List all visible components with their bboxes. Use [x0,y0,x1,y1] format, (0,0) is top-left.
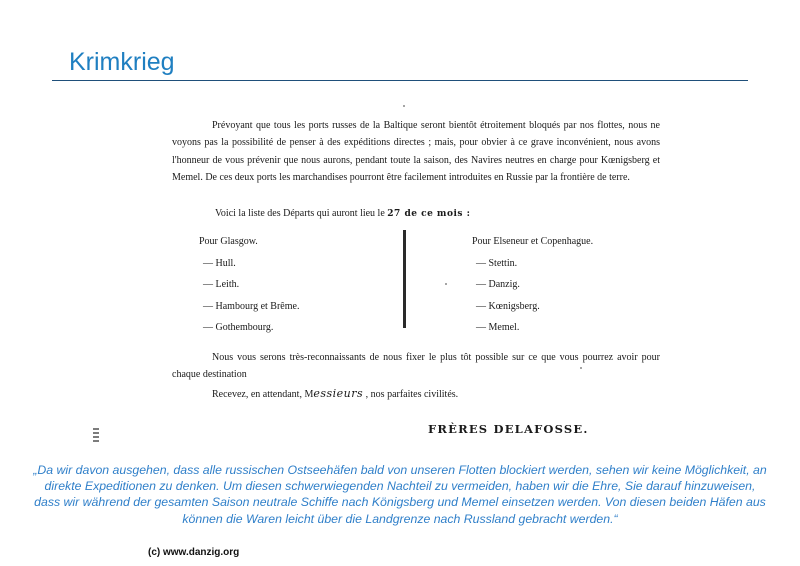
departures-intro [215,205,470,223]
departures-date: 27 de ce mois : [387,209,471,219]
german-translation: „Da wir davon ausgehen, dass alle russischen Ostseehäfen bald von unseren Flotten blockiert werden, sehen wir keine Möglichkeit, an direkte Expeditionen zu denken. Um diesen schwerwiegenden Nachteil zu vermeiden, haben wir die Ehre, Sie darauf hinzuweisen, dass wir während der gesamten Saison neutrale Schiffe nach Königsberg und Memel einsetzen werden. Von diesen beiden Häfen aus können die Waren leicht über die Landgrenze nach Russland gebracht werden.“ [33,463,767,526]
closing-line [212,385,458,403]
route-item: — Gothembourg. [203,322,274,333]
route-item: — Stettin. [476,257,518,269]
route-item: Pour Glasgow. [199,236,258,247]
title-underline [52,80,748,81]
closing-prefix: Recevez, en attendant, M [212,389,314,400]
firm-signature: FRÈRES DELAFOSSE. [428,422,589,436]
route-item: — Danzig. [476,279,520,290]
routes-left-column [199,233,399,341]
route-item: — Kœnigsberg. [476,300,540,312]
copyright-notice: (c) www.danzig.org [148,547,240,558]
route-item: — Leith. [203,279,240,290]
paper-speck [580,367,582,369]
route-item: — Hambourg et Brême. [203,300,300,312]
route-item: Pour Elseneur et Copenhague. [472,236,594,247]
paper-speck [445,283,447,285]
column-divider [403,230,406,328]
handwritten-salutation: essieurs [313,387,364,400]
slide-title: Krimkrieg [69,48,175,76]
closing-suffix: , nos parfaites civilités. [365,389,459,400]
scan-edge-mark [93,428,99,444]
scanned-document [160,105,660,450]
document-paragraph-2: Nous vous serons très-reconnaissants de nous fixer le plus tôt possible sur ce que vous pourrez avoir pour chaque destination [172,352,660,381]
document-paragraph-1: Prévoyant que tous les ports russes de la Baltique seront bientôt étroitement bloqués par nos flottes, nous ne voyons pas la possibilité de penser à des expéditions directes ; mais, pour obvier à ce grave inconvénient, nous avons l'honneur de vous prévenir que nous aurons, pendant toute la saison, des Navires neutres en charge pour Kœnigsberg et Memel. De ces deux ports les marchandises pourront être facilement introduites en Russie par la frontière de terre. [172,120,660,183]
route-item: — Hull. [203,257,236,269]
route-item: — Memel. [476,322,520,333]
departures-intro-text: Voici la liste des Départs qui auront lieu le [215,208,385,219]
paper-speck [403,105,405,107]
routes-right-column [472,233,672,341]
